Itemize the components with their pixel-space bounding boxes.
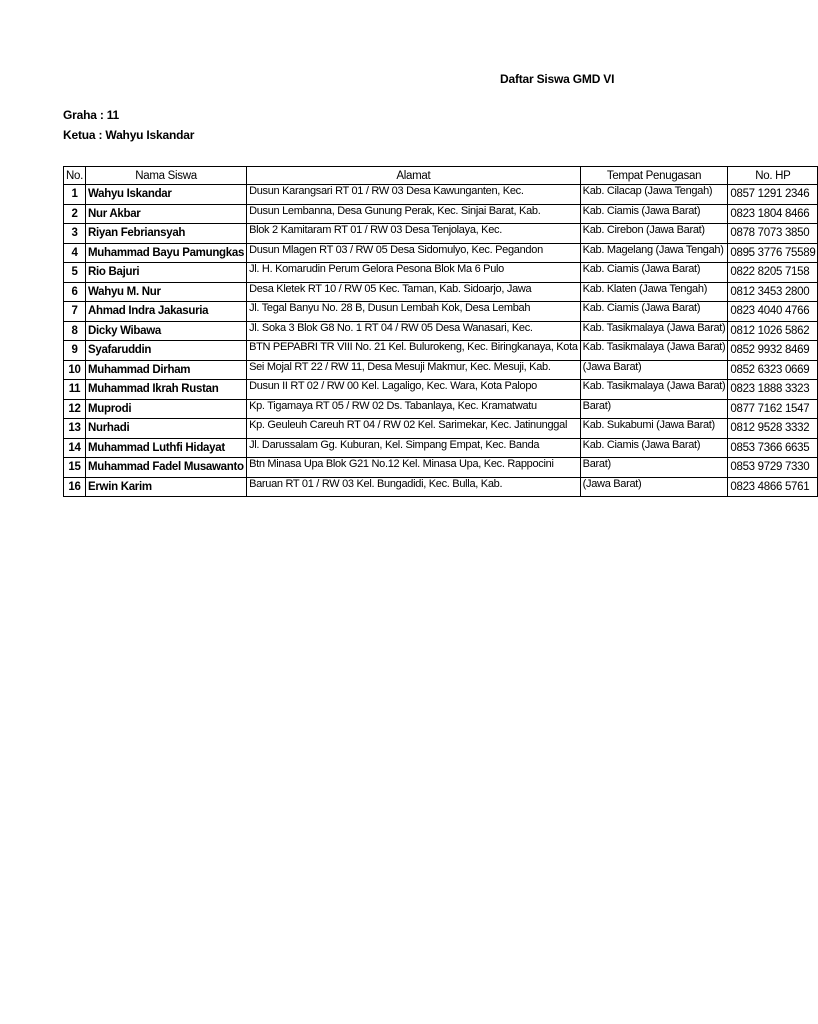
cell-hp: 0857 1291 2346 [728,185,818,205]
cell-tempat-text: Kab. Ciamis (Jawa Barat) [582,302,701,315]
table-row [64,380,818,400]
cell-alamat-text: Kp. Tigamaya RT 05 / RW 02 Ds. Tabanlaya, Kec. Kramatwatu [249,399,537,412]
cell-tempat-text: Kab. Klaten (Jawa Tengah) [582,282,708,295]
cell-tempat-text: Kab. Ciamis (Jawa Barat) [582,438,701,451]
cell-tempat-text: Kab. Ciamis (Jawa Barat) [582,204,701,217]
cell-tempat-text: Kab. Cilacap (Jawa Tengah) [582,185,713,198]
cell-alamat [247,419,581,439]
cell-nama: Dicky Wibawa [86,321,247,341]
cell-alamat [247,321,581,341]
cell-hp: 0812 1026 5862 [728,321,818,341]
cell-alamat-text: Dusun Karangsari RT 01 / RW 03 Desa Kawunganten, Kec. [249,185,524,198]
cell-tempat-text: Kab. Sukabumi (Jawa Barat) [582,419,715,432]
cell-nama: Wahyu M. Nur [86,282,247,302]
cell-no: 9 [64,341,86,361]
cell-nama: Muhammad Dirham [86,360,247,380]
cell-tempat-text: Kab. Tasikmalaya (Jawa Barat) [582,380,726,393]
document-title: Daftar Siswa GMD VI [500,72,615,86]
table-row [64,341,818,361]
cell-tempat [580,419,728,439]
cell-nama: Riyan Febriansyah [86,224,247,244]
cell-tempat-text: (Jawa Barat) [582,360,642,373]
cell-alamat-text: Jl. Soka 3 Blok G8 No. 1 RT 04 / RW 05 Desa Wanasari, Kec. [249,321,533,334]
cell-hp: 0877 7162 1547 [728,399,818,419]
cell-nama: Wahyu Iskandar [86,185,247,205]
cell-no: 12 [64,399,86,419]
cell-no: 5 [64,263,86,283]
cell-no: 6 [64,282,86,302]
ketua-label: Ketua : Wahyu Iskandar [63,128,195,142]
cell-tempat-text: Kab. Tasikmalaya (Jawa Barat) [582,341,726,354]
cell-tempat [580,204,728,224]
cell-hp: 0823 1888 3323 [728,380,818,400]
cell-alamat [247,224,581,244]
cell-alamat [247,477,581,497]
cell-alamat-text: Dusun II RT 02 / RW 00 Kel. Lagaligo, Kec. Wara, Kota Palopo [249,380,537,393]
cell-tempat [580,282,728,302]
cell-hp: 0895 3776 75589 [728,243,818,263]
cell-alamat-text: Kp. Geuleuh Careuh RT 04 / RW 02 Kel. Sarimekar, Kec. Jatinunggal [249,419,568,432]
cell-alamat-text: Jl. Darussalam Gg. Kuburan, Kel. Simpang Empat, Kec. Banda [249,438,540,451]
cell-no: 7 [64,302,86,322]
cell-tempat [580,438,728,458]
cell-tempat-text: Barat) [582,458,611,471]
cell-no: 15 [64,458,86,478]
cell-hp: 0812 3453 2800 [728,282,818,302]
cell-tempat [580,341,728,361]
cell-tempat-text: Kab. Tasikmalaya (Jawa Barat) [582,321,726,334]
cell-alamat [247,438,581,458]
table-row [64,438,818,458]
cell-no: 3 [64,224,86,244]
cell-tempat [580,185,728,205]
table-row [64,399,818,419]
student-table [63,166,818,497]
cell-no: 2 [64,204,86,224]
cell-no: 11 [64,380,86,400]
cell-nama: Nur Akbar [86,204,247,224]
cell-tempat [580,360,728,380]
cell-hp: 0822 8205 7158 [728,263,818,283]
table-row [64,360,818,380]
table-row [64,302,818,322]
cell-hp: 0812 9528 3332 [728,419,818,439]
cell-nama: Rio Bajuri [86,263,247,283]
cell-tempat [580,380,728,400]
cell-nama: Nurhadi [86,419,247,439]
table-row [64,263,818,283]
cell-hp: 0878 7073 3850 [728,224,818,244]
cell-no: 16 [64,477,86,497]
cell-no: 8 [64,321,86,341]
cell-tempat [580,243,728,263]
cell-alamat [247,380,581,400]
cell-nama: Syafaruddin [86,341,247,361]
cell-hp: 0853 9729 7330 [728,458,818,478]
cell-tempat-text: Kab. Cirebon (Jawa Barat) [582,224,705,237]
cell-hp: 0852 9932 8469 [728,341,818,361]
cell-no: 1 [64,185,86,205]
cell-alamat [247,458,581,478]
cell-hp: 0853 7366 6635 [728,438,818,458]
cell-alamat [247,243,581,263]
table-row [64,243,818,263]
cell-tempat [580,399,728,419]
cell-no: 10 [64,360,86,380]
cell-alamat-text: Jl. Tegal Banyu No. 28 B, Dusun Lembah Kok, Desa Lembah [249,302,531,315]
cell-tempat-text: Barat) [582,399,611,412]
cell-alamat-text: BTN PEPABRI TR VIII No. 21 Kel. Bulurokeng, Kec. Biringkanaya, Kota [249,341,578,354]
header-alamat: Alamat [247,167,581,185]
cell-alamat [247,263,581,283]
cell-alamat-text: Jl. H. Komarudin Perum Gelora Pesona Blok Ma 6 Pulo [249,263,504,276]
cell-tempat [580,224,728,244]
cell-nama: Muhammad Bayu Pamungkas [86,243,247,263]
cell-alamat-text: Sei Mojal RT 22 / RW 11, Desa Mesuji Makmur, Kec. Mesuji, Kab. [249,360,551,373]
table-row [64,282,818,302]
cell-tempat-text: Kab. Ciamis (Jawa Barat) [582,263,701,276]
cell-alamat [247,399,581,419]
cell-alamat-text: Blok 2 Kamitaram RT 01 / RW 03 Desa Tenjolaya, Kec. [249,224,502,237]
table-header-row [64,167,818,185]
cell-alamat [247,341,581,361]
table-row [64,204,818,224]
cell-no: 14 [64,438,86,458]
cell-hp: 0852 6323 0669 [728,360,818,380]
cell-tempat [580,321,728,341]
cell-alamat-text: Desa Kletek RT 10 / RW 05 Kec. Taman, Kab. Sidoarjo, Jawa [249,282,532,295]
cell-nama: Muprodi [86,399,247,419]
header-tempat-penugasan: Tempat Penugasan [580,167,728,185]
cell-tempat [580,458,728,478]
cell-alamat [247,302,581,322]
cell-tempat [580,263,728,283]
cell-hp: 0823 4866 5761 [728,477,818,497]
header-no: No. [64,167,86,185]
cell-alamat [247,360,581,380]
cell-tempat [580,477,728,497]
cell-no: 13 [64,419,86,439]
cell-no: 4 [64,243,86,263]
table-row [64,477,818,497]
cell-hp: 0823 4040 4766 [728,302,818,322]
cell-alamat-text: Btn Minasa Upa Blok G21 No.12 Kel. Minasa Upa, Kec. Rappocini [249,458,554,471]
cell-alamat [247,282,581,302]
header-nama-siswa: Nama Siswa [86,167,247,185]
cell-nama: Muhammad Fadel Musawanto [86,458,247,478]
cell-alamat-text: Dusun Mlagen RT 03 / RW 05 Desa Sidomulyo, Kec. Pegandon [249,243,543,256]
cell-tempat-text: (Jawa Barat) [582,477,642,490]
table-body [64,185,818,497]
cell-nama: Muhammad Luthfi Hidayat [86,438,247,458]
graha-label: Graha : 11 [63,108,120,122]
cell-alamat-text: Dusun Lembanna, Desa Gunung Perak, Kec. Sinjai Barat, Kab. [249,204,541,217]
cell-alamat [247,185,581,205]
cell-alamat-text: Baruan RT 01 / RW 03 Kel. Bungadidi, Kec. Bulla, Kab. [249,477,503,490]
cell-nama: Erwin Karim [86,477,247,497]
cell-alamat [247,204,581,224]
cell-tempat [580,302,728,322]
cell-nama: Ahmad Indra Jakasuria [86,302,247,322]
table-row [64,419,818,439]
table-row [64,224,818,244]
header-no-hp: No. HP [728,167,818,185]
cell-nama: Muhammad Ikrah Rustan [86,380,247,400]
table-row [64,321,818,341]
cell-tempat-text: Kab. Magelang (Jawa Tengah) [582,243,724,256]
table-row [64,185,818,205]
cell-hp: 0823 1804 8466 [728,204,818,224]
table-row [64,458,818,478]
